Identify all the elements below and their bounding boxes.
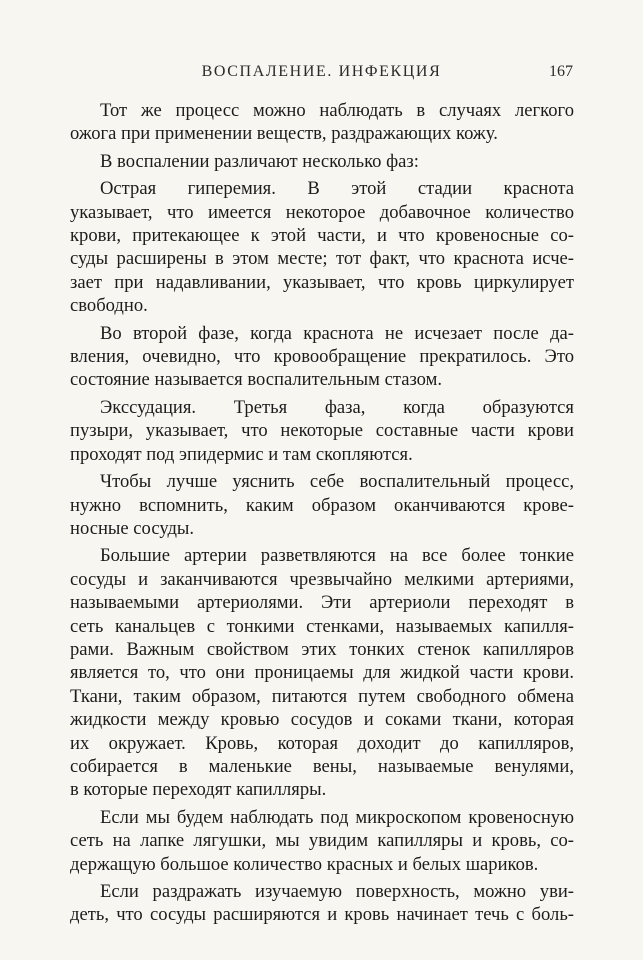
text-line: состояние называется воспалительным стазом. — [70, 369, 443, 391]
page-header — [70, 63, 573, 89]
text-line: сеть канальцев с тонкими стенками, называемых капилля- — [70, 615, 574, 637]
text-line: зает при надавливании, указывает, что кровь циркулирует — [70, 271, 574, 293]
text-line: держащую большое количество красных и белых шариков. — [70, 853, 539, 875]
text-line: сосуды и заканчиваются чрезвычайно мелкими артериями, — [70, 568, 574, 590]
text-line: собирается в маленькие вены, называемые венулями, — [70, 755, 574, 777]
text-line: Острая гиперемия. В этой стадии краснота — [100, 178, 574, 200]
text-line: пузыри, указывает, что некоторые составные части крови — [70, 420, 574, 442]
paragraph — [70, 177, 574, 317]
paragraph — [70, 396, 574, 466]
text-line: проходят под эпидермис и там скопляются. — [70, 443, 413, 465]
text-line: ожога при применении веществ, раздражающих кожу. — [70, 123, 498, 145]
paragraph — [70, 544, 574, 801]
running-title: ВОСПАЛЕНИЕ. ИНФЕКЦИЯ — [201, 63, 442, 80]
text-line: является то, что они проницаемы для жидкой части крови. — [70, 662, 574, 684]
text-line: указывает, что имеется некоторое добавочное количество — [70, 201, 574, 223]
page-body — [70, 99, 574, 931]
text-line: Ткани, таким образом, питаются путем свободного обмена — [70, 685, 574, 707]
text-line: в которые переходят капилляры. — [70, 779, 327, 801]
paragraph — [70, 322, 574, 392]
text-line: их окружает. Кровь, которая доходит до капилляров, — [70, 732, 574, 754]
text-line: деть, что сосуды расширяются и кровь начинает течь с боль- — [70, 904, 574, 926]
text-line: Большие артерии разветвляются на все более тонкие — [100, 545, 574, 567]
paragraph — [70, 150, 574, 173]
text-line: Если мы будем наблюдать под микроскопом кровеносную — [100, 806, 574, 828]
paragraph — [70, 470, 574, 540]
text-line: Чтобы лучше уяснить себе воспалительный процесс, — [100, 471, 574, 493]
text-line: Во второй фазе, когда краснота не исчезает после да- — [100, 322, 574, 344]
text-line: Экссудация. Третья фаза, когда образуются — [100, 396, 574, 418]
text-line: свободно. — [70, 295, 148, 317]
text-line: суды расширены в этом месте; тот факт, что краснота исче- — [70, 248, 574, 270]
text-line: Тот же процесс можно наблюдать в случаях легкого — [100, 100, 574, 121]
text-line: крови, притекающее к этой части, и что кровеносные со- — [70, 225, 574, 247]
paragraph — [70, 880, 574, 927]
text-line: вления, очевидно, что кровообращение прекратилось. Это — [70, 346, 574, 368]
paragraph — [70, 806, 574, 876]
text-line: рами. Важным свойством этих тонких стенок капилляров — [70, 638, 574, 660]
text-line: В воспалении различают несколько фаз: — [100, 150, 419, 172]
page-number: 167 — [549, 63, 573, 80]
text-line: жидкости между кровью сосудов и соками ткани, которая — [70, 709, 574, 731]
text-line: сеть на лапке лягушки, мы увидим капилляры и кровь, со- — [70, 830, 574, 852]
text-line: носные сосуды. — [70, 517, 195, 539]
text-line: называемыми артериолями. Эти артериоли переходят в — [70, 592, 574, 614]
paragraph — [70, 99, 574, 146]
text-line: нужно вспомнить, каким образом оканчиваются крове- — [70, 494, 574, 516]
text-line: Если раздражать изучаемую поверхность, можно уви- — [100, 881, 574, 902]
